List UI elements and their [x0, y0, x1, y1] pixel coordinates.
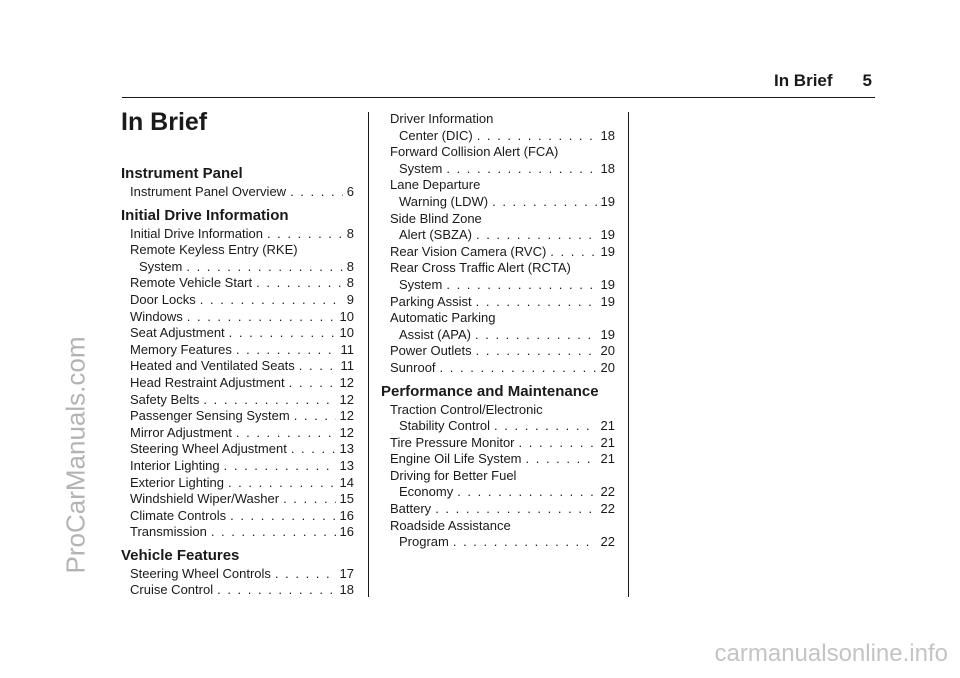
page-title: In Brief — [121, 108, 208, 136]
toc-entry-title: Power Outlets . . . — [390, 343, 597, 360]
toc-page-number: 22 — [600, 484, 615, 500]
toc-entry[interactable] — [390, 111, 615, 144]
toc-entry-title: Steering Wheel Adjustment . . . — [130, 441, 336, 458]
section-heading: Instrument Panel — [121, 165, 243, 182]
header-page-number: 5 — [862, 71, 872, 90]
toc-entry-title: Traction Control/Electronic — [390, 401, 543, 417]
side-watermark: ProCarManuals.com — [60, 336, 91, 574]
toc-page-number: 9 — [346, 291, 354, 307]
toc-entry-line — [130, 524, 354, 541]
toc-entry-list — [130, 226, 354, 541]
toc-entry-line — [130, 342, 354, 359]
toc-entry-title: Remote Vehicle Start . . . — [130, 275, 343, 292]
toc-entry[interactable] — [390, 144, 615, 177]
toc-entry-title: System . . . — [399, 161, 597, 178]
toc-entry-line — [390, 294, 615, 311]
toc-entry[interactable] — [130, 491, 354, 508]
toc-entry-line-wrapped — [390, 310, 615, 327]
toc-page-number: 21 — [600, 418, 615, 434]
toc-entry-line — [390, 418, 615, 435]
toc-page-number: 16 — [339, 524, 354, 540]
toc-entry-title: Side Blind Zone — [390, 210, 482, 226]
toc-page-number: 20 — [600, 359, 615, 375]
toc-page-number: 11 — [340, 341, 354, 357]
toc-page-number: 8 — [346, 225, 354, 241]
toc-section — [121, 207, 354, 541]
toc-entry[interactable] — [130, 408, 354, 425]
toc-entry-line — [390, 451, 615, 468]
toc-page-number: 11 — [340, 358, 354, 374]
toc-entry-line — [130, 475, 354, 492]
toc-entry-title: Steering Wheel Controls . . . — [130, 566, 336, 583]
toc-entry[interactable] — [130, 184, 354, 201]
toc-entry[interactable] — [390, 402, 615, 435]
toc-entry-line — [130, 491, 354, 508]
toc-entry-title: Windows . . . — [130, 309, 336, 326]
toc-column-left — [121, 165, 354, 599]
toc-entry-line — [390, 360, 615, 377]
toc-entry-title: System . . . — [139, 259, 343, 276]
toc-entry-title: Initial Drive Information . . . — [130, 226, 343, 243]
toc-entry-title: Automatic Parking — [390, 310, 496, 326]
toc-entry-line — [130, 226, 354, 243]
column-divider — [628, 112, 629, 597]
toc-section — [390, 111, 615, 377]
toc-entry[interactable] — [130, 342, 354, 359]
toc-entry-title: Rear Cross Traffic Alert (RCTA) — [390, 260, 571, 276]
toc-page-number: 10 — [339, 308, 354, 324]
toc-entry-line-wrapped — [390, 211, 615, 228]
toc-entry[interactable] — [130, 458, 354, 475]
toc-entry-list — [390, 402, 615, 551]
toc-entry-title: Parking Assist . . . — [390, 294, 597, 311]
toc-entry-line — [390, 343, 615, 360]
toc-entry-title: Mirror Adjustment . . . — [130, 425, 336, 442]
toc-entry[interactable] — [390, 435, 615, 452]
toc-entry-title: Assist (APA) . . . — [399, 327, 597, 344]
toc-entry-line — [130, 582, 354, 599]
toc-page-number: 19 — [600, 276, 615, 292]
toc-entry-title: Climate Controls . . . — [130, 508, 336, 525]
toc-entry-title: Cruise Control . . . — [130, 582, 336, 599]
toc-entry-line — [130, 375, 354, 392]
toc-entry-title: Roadside Assistance — [390, 517, 511, 533]
toc-entry-line — [130, 184, 354, 201]
toc-entry-title: Sunroof . . . — [390, 360, 597, 377]
toc-entry-line — [130, 358, 354, 375]
section-heading: Vehicle Features — [121, 546, 240, 564]
running-header — [774, 71, 872, 91]
toc-entry[interactable] — [130, 292, 354, 309]
toc-entry-line-wrapped — [130, 242, 354, 259]
toc-section — [121, 547, 354, 599]
toc-page-number: 21 — [600, 434, 615, 450]
toc-entry-line — [130, 292, 354, 309]
section-heading: Performance and Maintenance — [381, 382, 599, 400]
toc-entry-title: Windshield Wiper/Washer . . . — [130, 491, 336, 508]
toc-entry-line-wrapped — [390, 177, 615, 194]
toc-page-number: 13 — [339, 457, 354, 473]
toc-page-number: 12 — [339, 408, 354, 424]
toc-entry-line — [390, 534, 615, 551]
toc-entry-title: Exterior Lighting . . . — [130, 475, 336, 492]
toc-entry[interactable] — [130, 325, 354, 342]
toc-entry[interactable] — [130, 375, 354, 392]
toc-section — [381, 382, 615, 551]
toc-entry-line — [390, 227, 615, 244]
toc-entry[interactable] — [130, 524, 354, 541]
toc-page-number: 18 — [600, 127, 615, 143]
toc-entry-title: System . . . — [399, 277, 597, 294]
toc-entry-title: Interior Lighting . . . — [130, 458, 336, 475]
toc-entry-line — [130, 458, 354, 475]
toc-page-number: 12 — [339, 424, 354, 440]
toc-page-number: 20 — [600, 343, 615, 359]
toc-page-number: 19 — [600, 293, 615, 309]
toc-entry-line-wrapped — [390, 111, 615, 128]
column-divider — [368, 112, 369, 597]
toc-entry-title: Tire Pressure Monitor . . . — [390, 435, 597, 452]
toc-entry-line — [390, 161, 615, 178]
toc-entry-line-wrapped — [390, 144, 615, 161]
toc-entry-title: Door Locks . . . — [130, 292, 343, 309]
toc-page-number: 19 — [600, 326, 615, 342]
toc-entry-title: Heated and Ventilated Seats . . . — [130, 358, 337, 375]
toc-page-number: 6 — [346, 184, 354, 199]
toc-entry-line — [130, 408, 354, 425]
toc-entry[interactable] — [390, 501, 615, 518]
toc-entry[interactable] — [130, 275, 354, 292]
toc-entry-title: Driver Information — [390, 111, 494, 126]
toc-entry-line — [130, 275, 354, 292]
toc-page-number: 8 — [346, 275, 354, 291]
toc-entry[interactable] — [130, 566, 354, 583]
toc-page-number: 22 — [600, 501, 615, 517]
toc-entry-line — [390, 327, 615, 344]
toc-entry-title: Rear Vision Camera (RVC) . . . — [390, 244, 597, 261]
toc-entry[interactable] — [390, 360, 615, 377]
toc-entry-line — [130, 259, 354, 276]
toc-entry-title: Safety Belts . . . — [130, 392, 336, 409]
footer-watermark: carmanualsonline.info — [714, 640, 948, 667]
toc-entry-line — [130, 425, 354, 442]
toc-entry-title: Seat Adjustment . . . — [130, 325, 336, 342]
toc-entry-line-wrapped — [390, 518, 615, 535]
toc-entry[interactable] — [130, 441, 354, 458]
toc-page-number: 22 — [600, 534, 615, 550]
toc-entry-line — [390, 484, 615, 501]
toc-entry-line — [130, 441, 354, 458]
toc-page-number: 18 — [600, 160, 615, 176]
toc-entry-line — [390, 244, 615, 261]
toc-entry[interactable] — [390, 211, 615, 244]
toc-entry-line — [390, 128, 615, 145]
toc-entry-title: Battery . . . — [390, 501, 597, 518]
toc-entry[interactable] — [130, 358, 354, 375]
toc-column-middle — [381, 111, 615, 551]
toc-entry[interactable] — [130, 392, 354, 409]
toc-entry-line — [390, 501, 615, 518]
toc-entry-list — [130, 566, 354, 599]
toc-entry-line-wrapped — [390, 468, 615, 485]
toc-entry-title: Forward Collision Alert (FCA) — [390, 144, 559, 160]
toc-entry[interactable] — [390, 177, 615, 210]
toc-entry[interactable] — [390, 451, 615, 468]
toc-entry-title: Alert (SBZA) . . . — [399, 227, 597, 244]
toc-entry-title: Engine Oil Life System . . . — [390, 451, 597, 468]
toc-entry-title: Transmission . . . — [130, 524, 336, 541]
toc-page-number: 19 — [600, 227, 615, 243]
header-rule — [122, 97, 875, 98]
toc-page-number: 19 — [600, 193, 615, 209]
toc-page-number: 18 — [339, 582, 354, 598]
toc-entry[interactable] — [130, 508, 354, 525]
toc-entry-title: Economy . . . — [399, 484, 597, 501]
toc-page-number: 14 — [339, 474, 354, 490]
toc-section — [121, 165, 354, 201]
toc-entry[interactable] — [390, 518, 615, 551]
toc-entry-title: Head Restraint Adjustment . . . — [130, 375, 336, 392]
toc-entry-title: Driving for Better Fuel — [390, 467, 517, 483]
toc-entry-title: Passenger Sensing System . . . — [130, 408, 336, 425]
toc-entry-line — [130, 325, 354, 342]
toc-entry-title: Program . . . — [399, 534, 597, 551]
toc-entry-list — [390, 111, 615, 377]
toc-entry-title: Memory Features . . . — [130, 342, 337, 359]
toc-entry-line — [130, 309, 354, 326]
toc-entry-title: Center (DIC) . . . — [399, 128, 597, 145]
toc-page-number: 19 — [600, 243, 615, 259]
toc-page-number: 12 — [339, 374, 354, 390]
toc-entry[interactable] — [130, 242, 354, 275]
toc-entry[interactable] — [130, 582, 354, 599]
toc-entry-line-wrapped — [390, 402, 615, 419]
toc-entry-title: Stability Control . . . — [399, 418, 597, 435]
toc-entry[interactable] — [390, 294, 615, 311]
toc-entry-line — [130, 566, 354, 583]
toc-entry[interactable] — [130, 309, 354, 326]
toc-entry-title: Lane Departure — [390, 177, 481, 193]
toc-page-number: 16 — [339, 507, 354, 523]
toc-entry-line — [130, 392, 354, 409]
toc-entry[interactable] — [130, 475, 354, 492]
toc-entry-line-wrapped — [390, 260, 615, 277]
section-heading: Initial Drive Information — [121, 206, 289, 224]
toc-page-number: 21 — [600, 451, 615, 467]
toc-entry[interactable] — [390, 468, 615, 501]
toc-entry[interactable] — [390, 260, 615, 293]
toc-entry-title: Warning (LDW) . . . — [399, 194, 597, 211]
toc-page-number: 13 — [339, 441, 354, 457]
toc-page-number: 8 — [346, 258, 354, 274]
toc-entry-line — [390, 435, 615, 452]
toc-entry[interactable] — [130, 425, 354, 442]
toc-entry-line — [130, 508, 354, 525]
toc-page-number: 17 — [339, 565, 354, 581]
toc-entry-line — [390, 277, 615, 294]
toc-entry-line — [390, 194, 615, 211]
toc-entry[interactable] — [390, 244, 615, 261]
toc-entry[interactable] — [130, 226, 354, 243]
toc-entry[interactable] — [390, 343, 615, 360]
toc-entry-title: Remote Keyless Entry (RKE) — [130, 242, 298, 258]
toc-page-number: 10 — [339, 325, 354, 341]
toc-entry[interactable] — [390, 310, 615, 343]
header-section-title: In Brief — [773, 71, 833, 90]
toc-page-number: 12 — [339, 391, 354, 407]
toc-page-number: 15 — [339, 491, 354, 507]
toc-entry-list — [130, 184, 354, 201]
toc-entry-title: Instrument Panel Overview . . . — [130, 184, 343, 201]
